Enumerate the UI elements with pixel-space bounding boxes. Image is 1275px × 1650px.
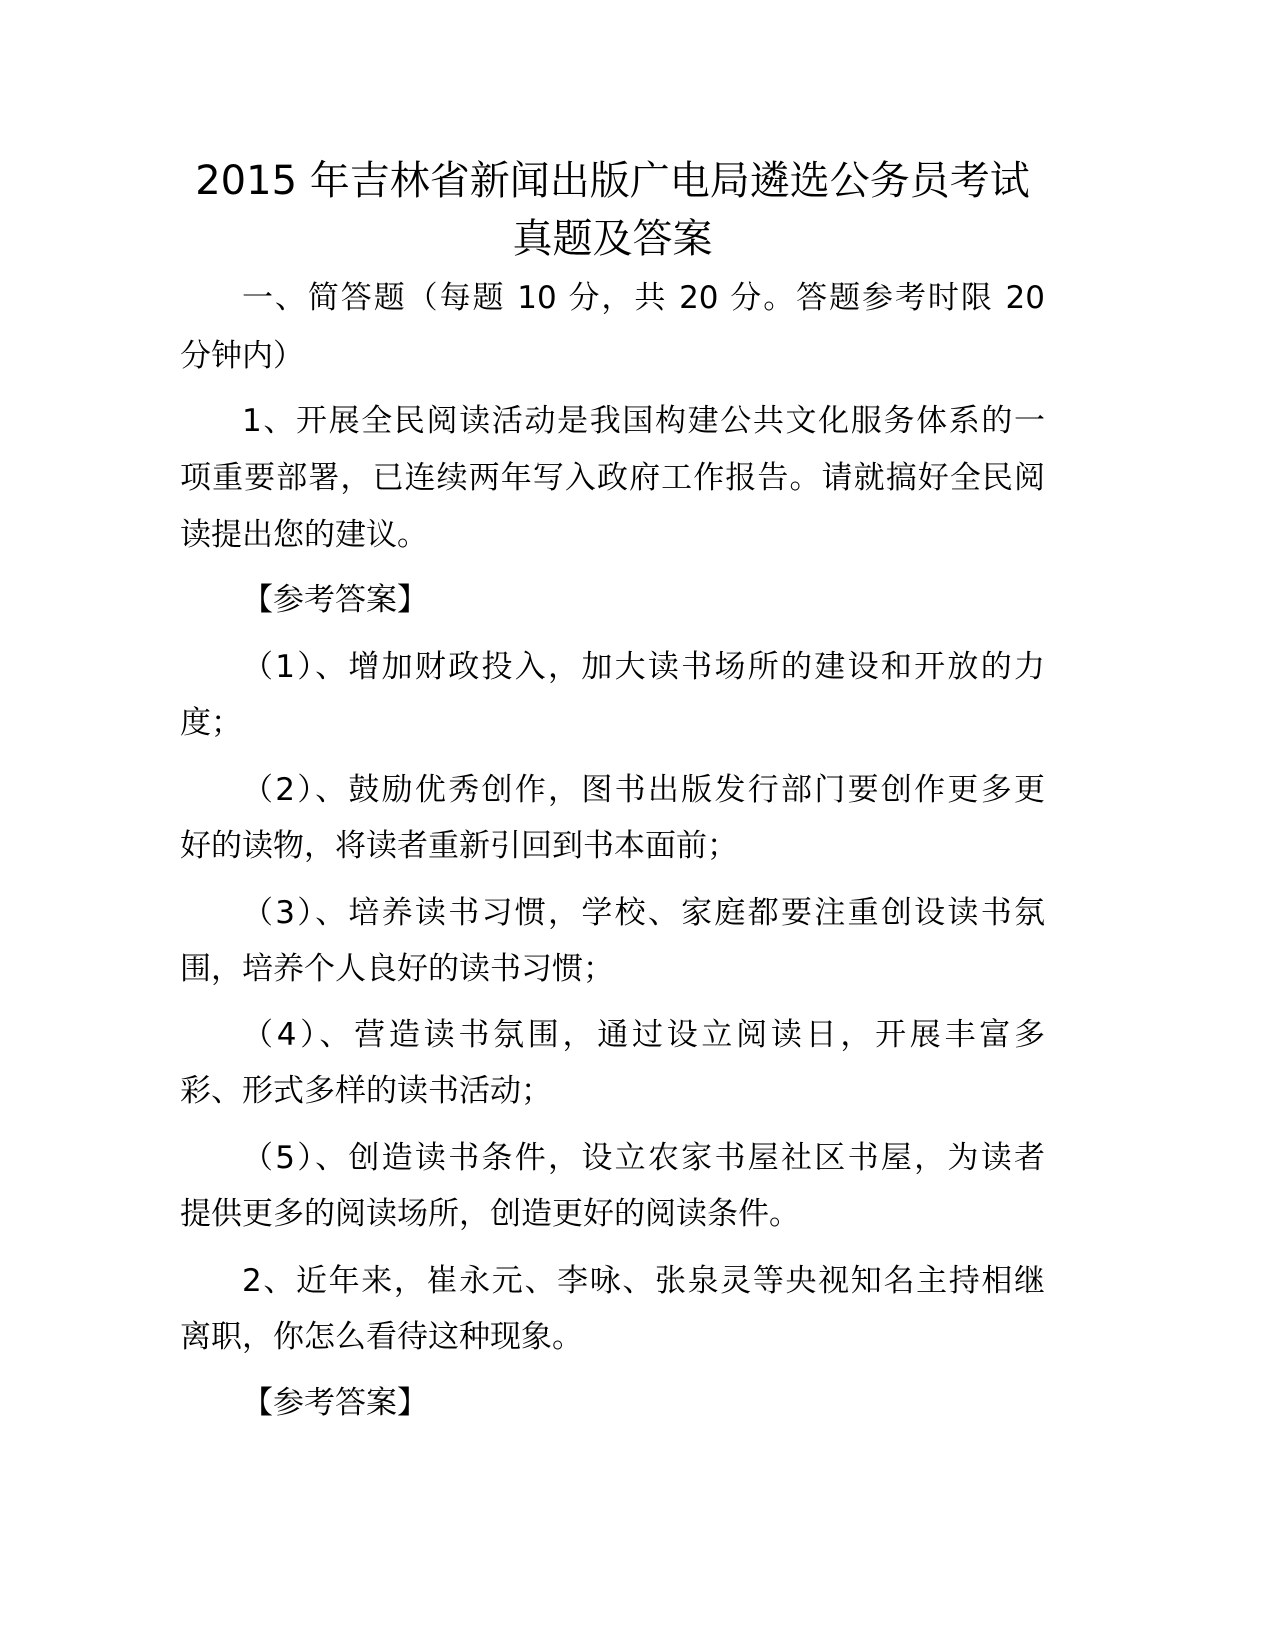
answer-5-line-1: （5）、创造读书条件，设立农家书屋社区书屋，为读者 [242,1140,1045,1176]
question-1-line-3: 读提出您的建议。 [180,517,428,553]
question-2-line-2: 离职，你怎么看待这种现象。 [180,1319,583,1355]
section-heading-line-2: 分钟内） [180,338,304,374]
answer-4-line-2: 彩、形式多样的读书活动； [180,1073,552,1109]
answer-2-line-1: （2）、鼓励优秀创作，图书出版发行部门要创作更多更 [242,772,1045,808]
question-1-line-2: 项重要部署，已连续两年写入政府工作报告。请就搞好全民阅 [180,460,1045,496]
section-heading-line-1: 一、简答题（每题 10 分，共 20 分。答题参考时限 20 [242,280,1045,316]
answer-1-line-1: （1）、增加财政投入，加大读书场所的建设和开放的力 [242,649,1045,685]
question-2-line-1: 2、近年来，崔永元、李咏、张泉灵等央视知名主持相继 [242,1263,1045,1299]
answer-4-line-1: （4）、营造读书氛围，通过设立阅读日，开展丰富多 [242,1017,1045,1053]
document-title-line-1: 2015 年吉林省新闻出版广电局遴选公务员考试 [195,158,1030,204]
answer-2-line-2: 好的读物，将读者重新引回到书本面前； [180,828,738,864]
document-title-line-2: 真题及答案 [512,216,713,262]
question-1-line-1: 1、开展全民阅读活动是我国构建公共文化服务体系的一 [242,403,1045,439]
answer-1-line-2: 度； [180,705,242,741]
answer-3-line-2: 围，培养个人良好的读书习惯； [180,951,614,987]
answer-5-line-2: 提供更多的阅读场所，创造更好的阅读条件。 [180,1196,800,1232]
answer-label-1: 【参考答案】 [242,582,428,618]
answer-3-line-1: （3）、培养读书习惯，学校、家庭都要注重创设读书氛 [242,895,1045,931]
answer-label-2: 【参考答案】 [242,1385,428,1421]
